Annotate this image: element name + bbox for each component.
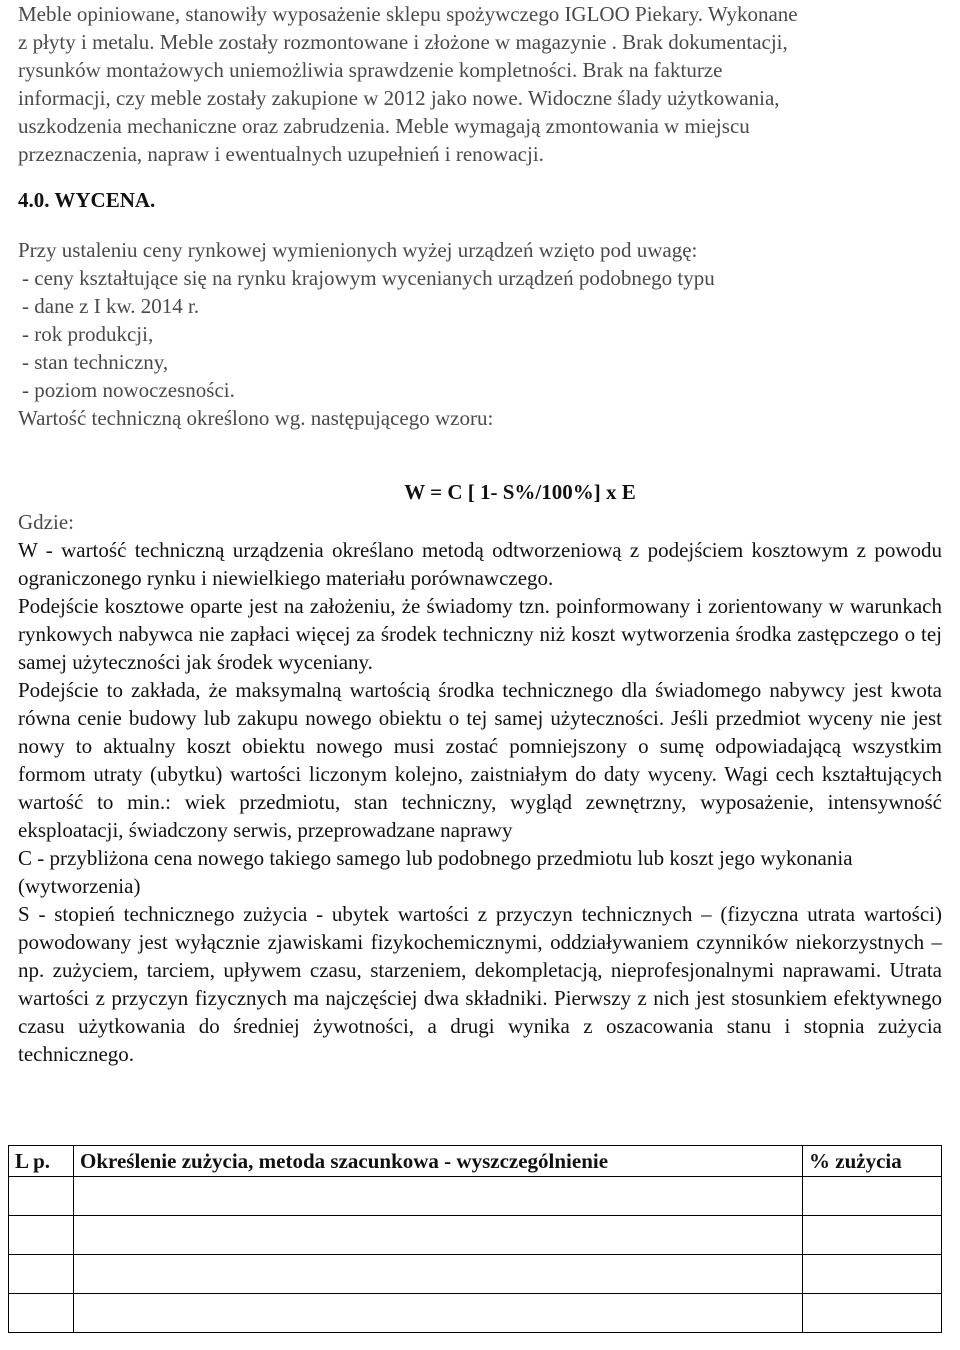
criteria-list: [18, 264, 942, 404]
table-cell: [803, 1216, 942, 1255]
section-heading: 4.0. WYCENA.: [18, 188, 156, 212]
table-header-description: Określenie zużycia, metoda szacunkowa - wyszczególnienie: [74, 1146, 803, 1177]
intro-line: przeznaczenia, napraw i ewentualnych uzupełnień i renowacji.: [18, 142, 544, 166]
table-cell: [74, 1255, 803, 1294]
intro-line: Meble opiniowane, stanowiły wyposażenie sklepu spożywczego IGLOO Piekary. Wykonane: [18, 2, 798, 26]
intro-line: z płyty i metalu. Meble zostały rozmontowane i złożone w magazynie . Brak dokumentacji,: [18, 30, 788, 54]
formula: W = C [ 1- S%/100%] x E: [404, 480, 636, 504]
body-paragraph-w: W - wartość techniczną urządzenia określano metodą odtworzeniową z podejściem kosztowym z powodu ograniczonego rynku i niewielkiego materiału porównawczego.: [18, 538, 942, 590]
body-paragraph-value: Podejście to zakłada, że maksymalną wartością środka technicznego dla świadomego nabywcy jest kwota równa cenie budowy lub zakupu nowego obiektu o tej samej użyteczności. Jeśli przedmiot wyceny nie jest nowy to aktualny koszt obiektu nowego musi zostać pomniejszony o sumę odpowiadającą wszystkim formom utraty (ubytku) wartości liczonym kolejno, zaistniałym do daty wyceny. Wagi cech kształtujących wartość to min.: wiek przedmiotu, stan techniczny, wygląd zewnętrzny, wyposażenie, intensywność eksploatacji, świadczony serwis, przeprowadzane naprawy: [18, 678, 942, 842]
criteria-item: - stan techniczny,: [22, 350, 169, 374]
table-header-row: [9, 1146, 942, 1177]
criteria-item: - dane z I kw. 2014 r.: [22, 294, 200, 318]
criteria-intro: Przy ustaleniu ceny rynkowej wymienionych wyżej urządzeń wzięto pod uwagę:: [18, 238, 698, 262]
table-row: [9, 1177, 942, 1216]
criteria-item: - rok produkcji,: [22, 322, 154, 346]
body-paragraph-s: S - stopień technicznego zużycia - ubytek wartości z przyczyn technicznych – (fizyczna utrata wartości) powodowany jest wyłącznie zjawiskami fizykochemicznymi, oddziaływaniem czynników niekorzystnych – np. zużyciem, tarciem, upływem czasu, starzeniem, dekompletacją, nieprofesjonalnymi naprawami. Utrata wartości z przyczyn fizycznych ma najczęściej dwa składniki. Pierwszy z nich jest stosunkiem efektywnego czasu użytkowania do średniej żywotności, a drugi wynika z oszacowania stanu i stopnia zużycia technicznego.: [18, 902, 942, 1066]
criteria-block: [18, 236, 942, 432]
intro-line: uszkodzenia mechaniczne oraz zabrudzenia. Meble wymagają zmontowania w miejscu: [18, 114, 750, 138]
table-cell: [74, 1177, 803, 1216]
document-page: [18, 0, 942, 1068]
table-header-wear: % zużycia: [803, 1146, 942, 1177]
table-cell: [803, 1255, 942, 1294]
table-cell: [9, 1255, 74, 1294]
body-paragraph-c: C - przybliżona cena nowego takiego samego lub podobnego przedmiotu lub koszt jego wykonania (wytworzenia): [18, 846, 853, 898]
criteria-item: - poziom nowoczesności.: [22, 378, 235, 402]
table-cell: [9, 1177, 74, 1216]
table-header-lp: L p.: [9, 1146, 74, 1177]
body-paragraph-cost-approach: Podejście kosztowe oparte jest na założeniu, że świadomy tzn. poinformowany i zorientowany w warunkach rynkowych nabywca nie zapłaci więcej za środek techniczny niż koszt wytworzenia środka zastępczego o tej samej użyteczności jak środek wyceniany.: [18, 594, 942, 674]
table-cell: [803, 1177, 942, 1216]
table-cell: [9, 1294, 74, 1333]
wear-table: [8, 1145, 942, 1333]
table-row: [9, 1294, 942, 1333]
table-cell: [74, 1294, 803, 1333]
table-cell: [803, 1294, 942, 1333]
intro-line: rysunków montażowych uniemożliwia sprawdzenie kompletności. Brak na fakturze: [18, 58, 723, 82]
intro-line: informacji, czy meble zostały zakupione w 2012 jako nowe. Widoczne ślady użytkowania,: [18, 86, 780, 110]
table-cell: [74, 1216, 803, 1255]
table-row: [9, 1255, 942, 1294]
table-row: [9, 1216, 942, 1255]
table-cell: [9, 1216, 74, 1255]
formula-intro: Wartość techniczną określono wg. następującego wzoru:: [18, 406, 494, 430]
intro-paragraph: [18, 0, 942, 168]
criteria-item: - ceny kształtujące się na rynku krajowym wycenianych urządzeń podobnego typu: [22, 266, 715, 290]
where-label: Gdzie:: [18, 510, 74, 534]
